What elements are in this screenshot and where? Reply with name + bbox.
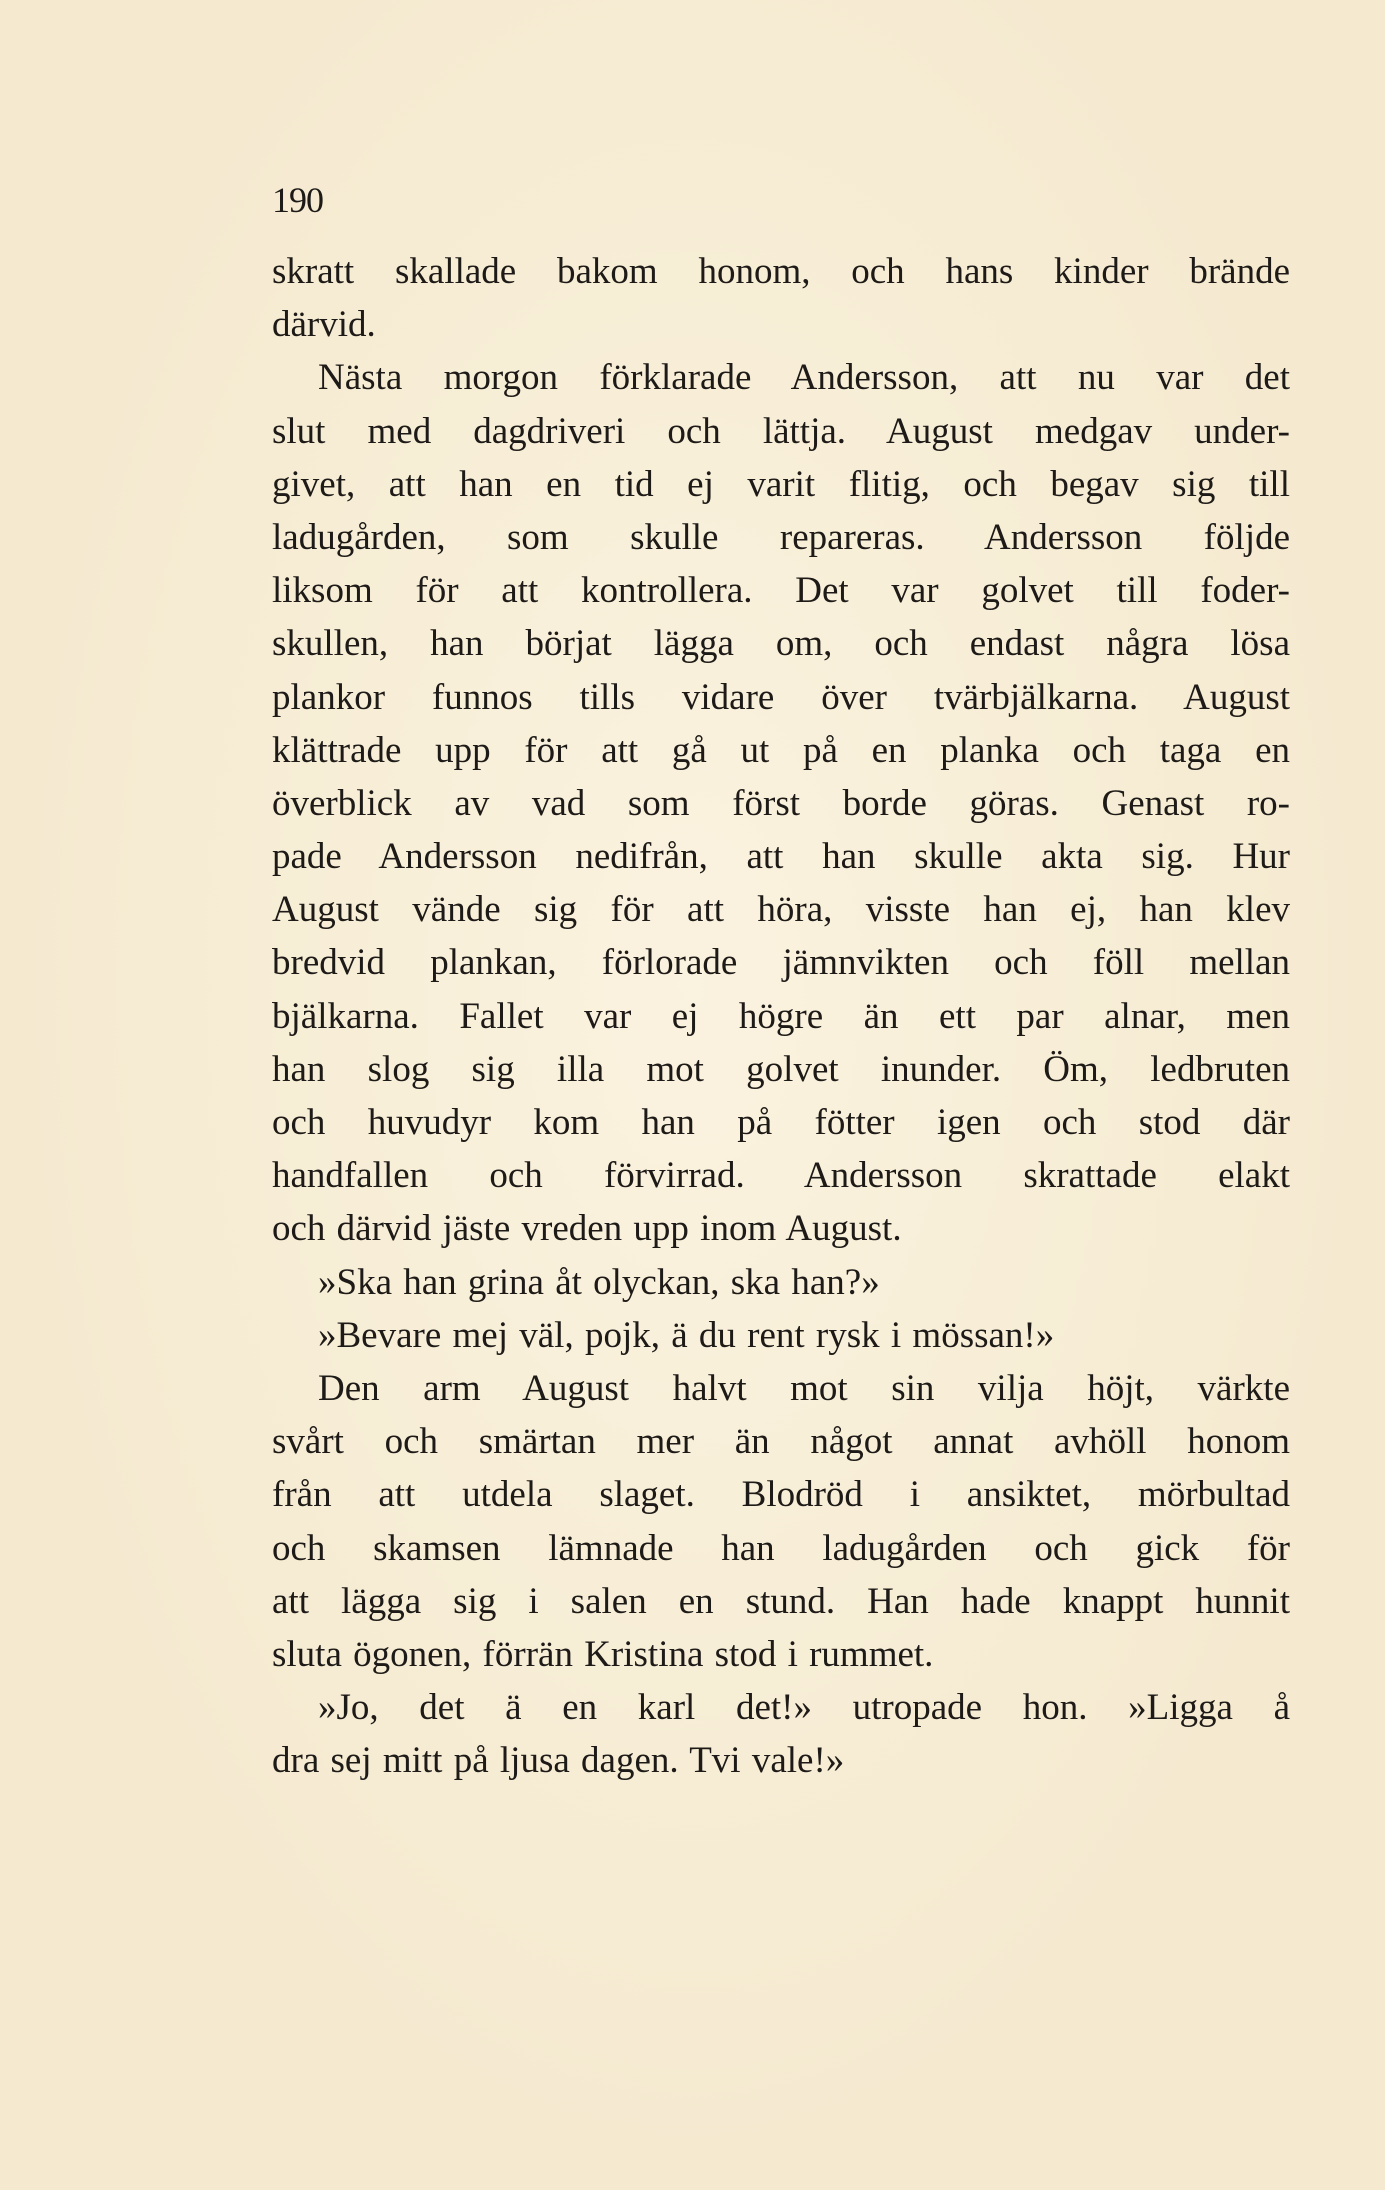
text-line: därvid. (272, 304, 376, 346)
text-line: handfallen och förvirrad. Andersson skrattade elakt (272, 1155, 1290, 1197)
text-line: »Ska han grina åt olyckan, ska han?» (318, 1261, 880, 1303)
page-number: 190 (272, 180, 323, 220)
text-line: dra sej mitt på ljusa dagen. Tvi vale!» (272, 1740, 845, 1782)
text-line: bredvid plankan, förlorade jämnvikten och föll mellan (272, 942, 1290, 984)
text-line: plankor funnos tills vidare över tvärbjälkarna. August (272, 676, 1290, 718)
text-line: givet, att han en tid ej varit flitig, och begav sig till (272, 463, 1290, 505)
text-line: överblick av vad som först borde göras. Genast ro- (272, 782, 1290, 824)
text-line: och därvid jäste vreden upp inom August. (272, 1208, 902, 1250)
text-line: att lägga sig i salen en stund. Han hade knappt hunnit (272, 1580, 1290, 1622)
text-line: »Jo, det ä en karl det!» utropade hon. »Ligga å (318, 1687, 1290, 1729)
text-line: skullen, han börjat lägga om, och endast några lösa (272, 623, 1290, 665)
body-text (272, 245, 1290, 1787)
text-line: och skamsen lämnade han ladugården och gick för (272, 1527, 1290, 1569)
text-line: och huvudyr kom han på fötter igen och stod där (272, 1102, 1290, 1143)
text-line: Nästa morgon förklarade Andersson, att nu var det (318, 357, 1290, 399)
text-line: liksom för att kontrollera. Det var golvet till foder- (272, 570, 1290, 612)
text-line: från att utdela slaget. Blodröd i ansiktet, mörbultad (272, 1474, 1290, 1516)
text-line: klättrade upp för att gå ut på en planka och taga en (272, 729, 1290, 771)
text-line: ladugården, som skulle repareras. Andersson följde (272, 516, 1290, 558)
text-line: skratt skallade bakom honom, och hans kinder brände (272, 251, 1290, 292)
text-line: slut med dagdriveri och lättja. August medgav under- (272, 410, 1290, 452)
text-line: sluta ögonen, förrän Kristina stod i rummet. (272, 1633, 934, 1675)
text-line: Den arm August halvt mot sin vilja höjt, värkte (318, 1367, 1290, 1409)
text-line: han slog sig illa mot golvet inunder. Öm, ledbruten (272, 1048, 1290, 1090)
text-line: pade Andersson nedifrån, att han skulle akta sig. Hur (272, 836, 1290, 878)
text-line: August vände sig för att höra, visste han ej, han klev (272, 889, 1290, 931)
text-line: »Bevare mej väl, pojk, ä du rent rysk i mössan!» (318, 1314, 1055, 1356)
text-line: bjälkarna. Fallet var ej högre än ett par alnar, men (272, 995, 1290, 1037)
text-line: svårt och smärtan mer än något annat avhöll honom (272, 1421, 1290, 1463)
